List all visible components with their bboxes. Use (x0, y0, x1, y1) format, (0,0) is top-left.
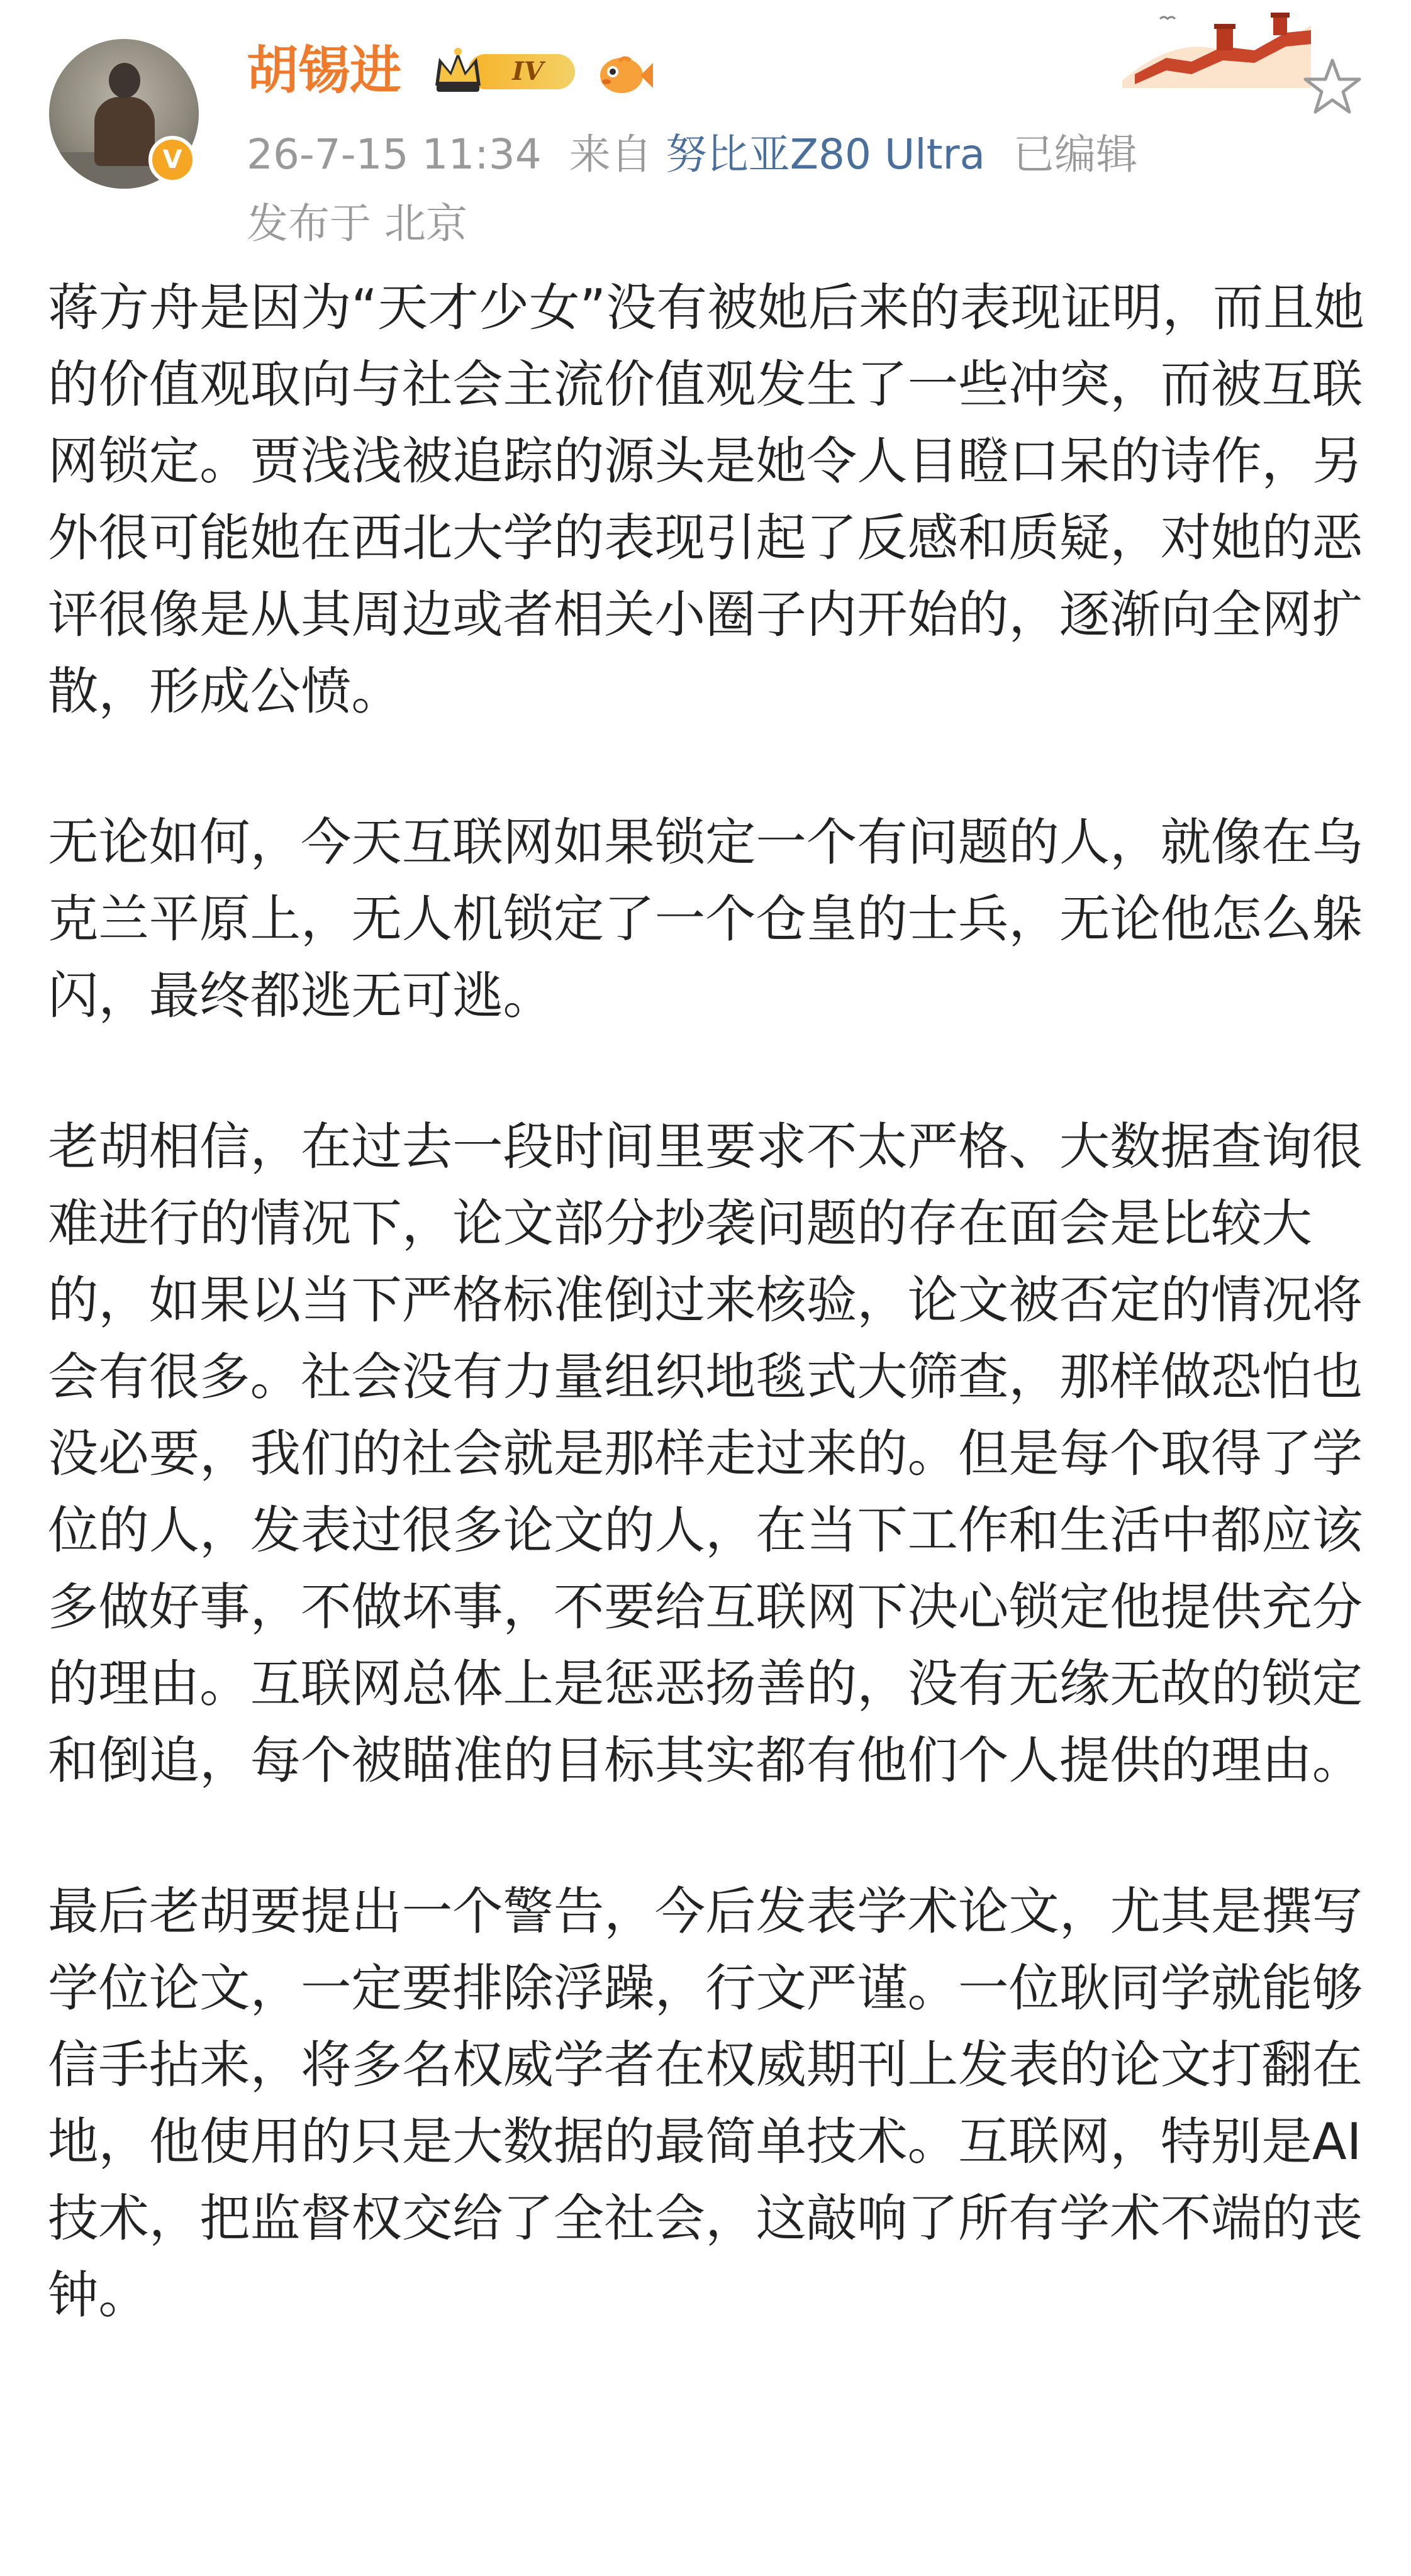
vip-level-label: IV (468, 54, 575, 89)
post-body (48, 269, 1369, 2407)
favorite-star-icon[interactable] (1301, 55, 1364, 118)
post-paragraph-1: 蒋方舟是因为“天才少女”没有被她后来的表现证明，而且她的价值观取向与社会主流价值观发生了一些冲突，而被互联网锁定。贾浅浅被追踪的源头是她令人目瞪口呆的诗作，另外很可能她在西北大学的表现引起了反感和质疑，对她的恶评很像是从其周边或者相关小圈子内开始的，逐渐向全网扩散，形成公愤。 (48, 278, 1365, 721)
device-link[interactable]: 努比亚Z80 Ultra (665, 130, 986, 179)
vip-level-badge[interactable] (432, 47, 580, 96)
post-timestamp: 26-7-15 11:34 (247, 130, 542, 179)
great-wall-banner-icon (1122, 0, 1311, 88)
fish-emoji-icon (594, 48, 654, 101)
avatar-figure-body (94, 97, 155, 166)
post-paragraph-3: 老胡相信，在过去一段时间里要求不太严格、大数据查询很难进行的情况下，论文部分抄袭问题的存在面会是比较大的，如果以当下严格标准倒过来核验，论文被否定的情况将会有很多。社会没有力量组织地毯式大筛查，那样做恐怕也没必要，我们的社会就是那样走过来的。但是每个取得了学位的人，发表过很多论文的人，在当下工作和生活中都应该多做好事，不做坏事，不要给互联网下决心锁定他提供充分的理由。互联网总体上是惩恶扬善的，没有无缘无故的锁定和倒追，每个被瞄准的目标其实都有他们个人提供的理由。 (48, 1117, 1363, 1790)
post-location: 发布于 北京 (247, 199, 467, 248)
post-paragraph-2: 无论如何，今天互联网如果锁定一个有问题的人，就像在乌克兰平原上，无人机锁定了一个仓皇的士兵，无论他怎么躲闪，最终都逃无可逃。 (48, 813, 1363, 1025)
verified-badge-icon: V (148, 136, 196, 184)
edited-label: 已编辑 (1013, 130, 1138, 179)
post-paragraph-4: 最后老胡要提出一个警告，今后发表学术论文，尤其是撰写学位论文，一定要排除浮躁，行文严谨。一位耿同学就能够信手拈来，将多名权威学者在权威期刊上发表的论文打翻在地，他使用的只是大数据的最简单技术。互联网，特别是AI技术，把监督权交给了全社会，这敲响了所有学术不端的丧钟。 (48, 1882, 1363, 2324)
post-header (0, 0, 1411, 252)
author-name[interactable]: 胡锡进 (247, 41, 402, 101)
source-prefix: 来自 (569, 130, 652, 179)
vip-crown-icon (432, 47, 484, 96)
avatar-figure-head (109, 63, 140, 98)
post-meta (247, 125, 1137, 185)
